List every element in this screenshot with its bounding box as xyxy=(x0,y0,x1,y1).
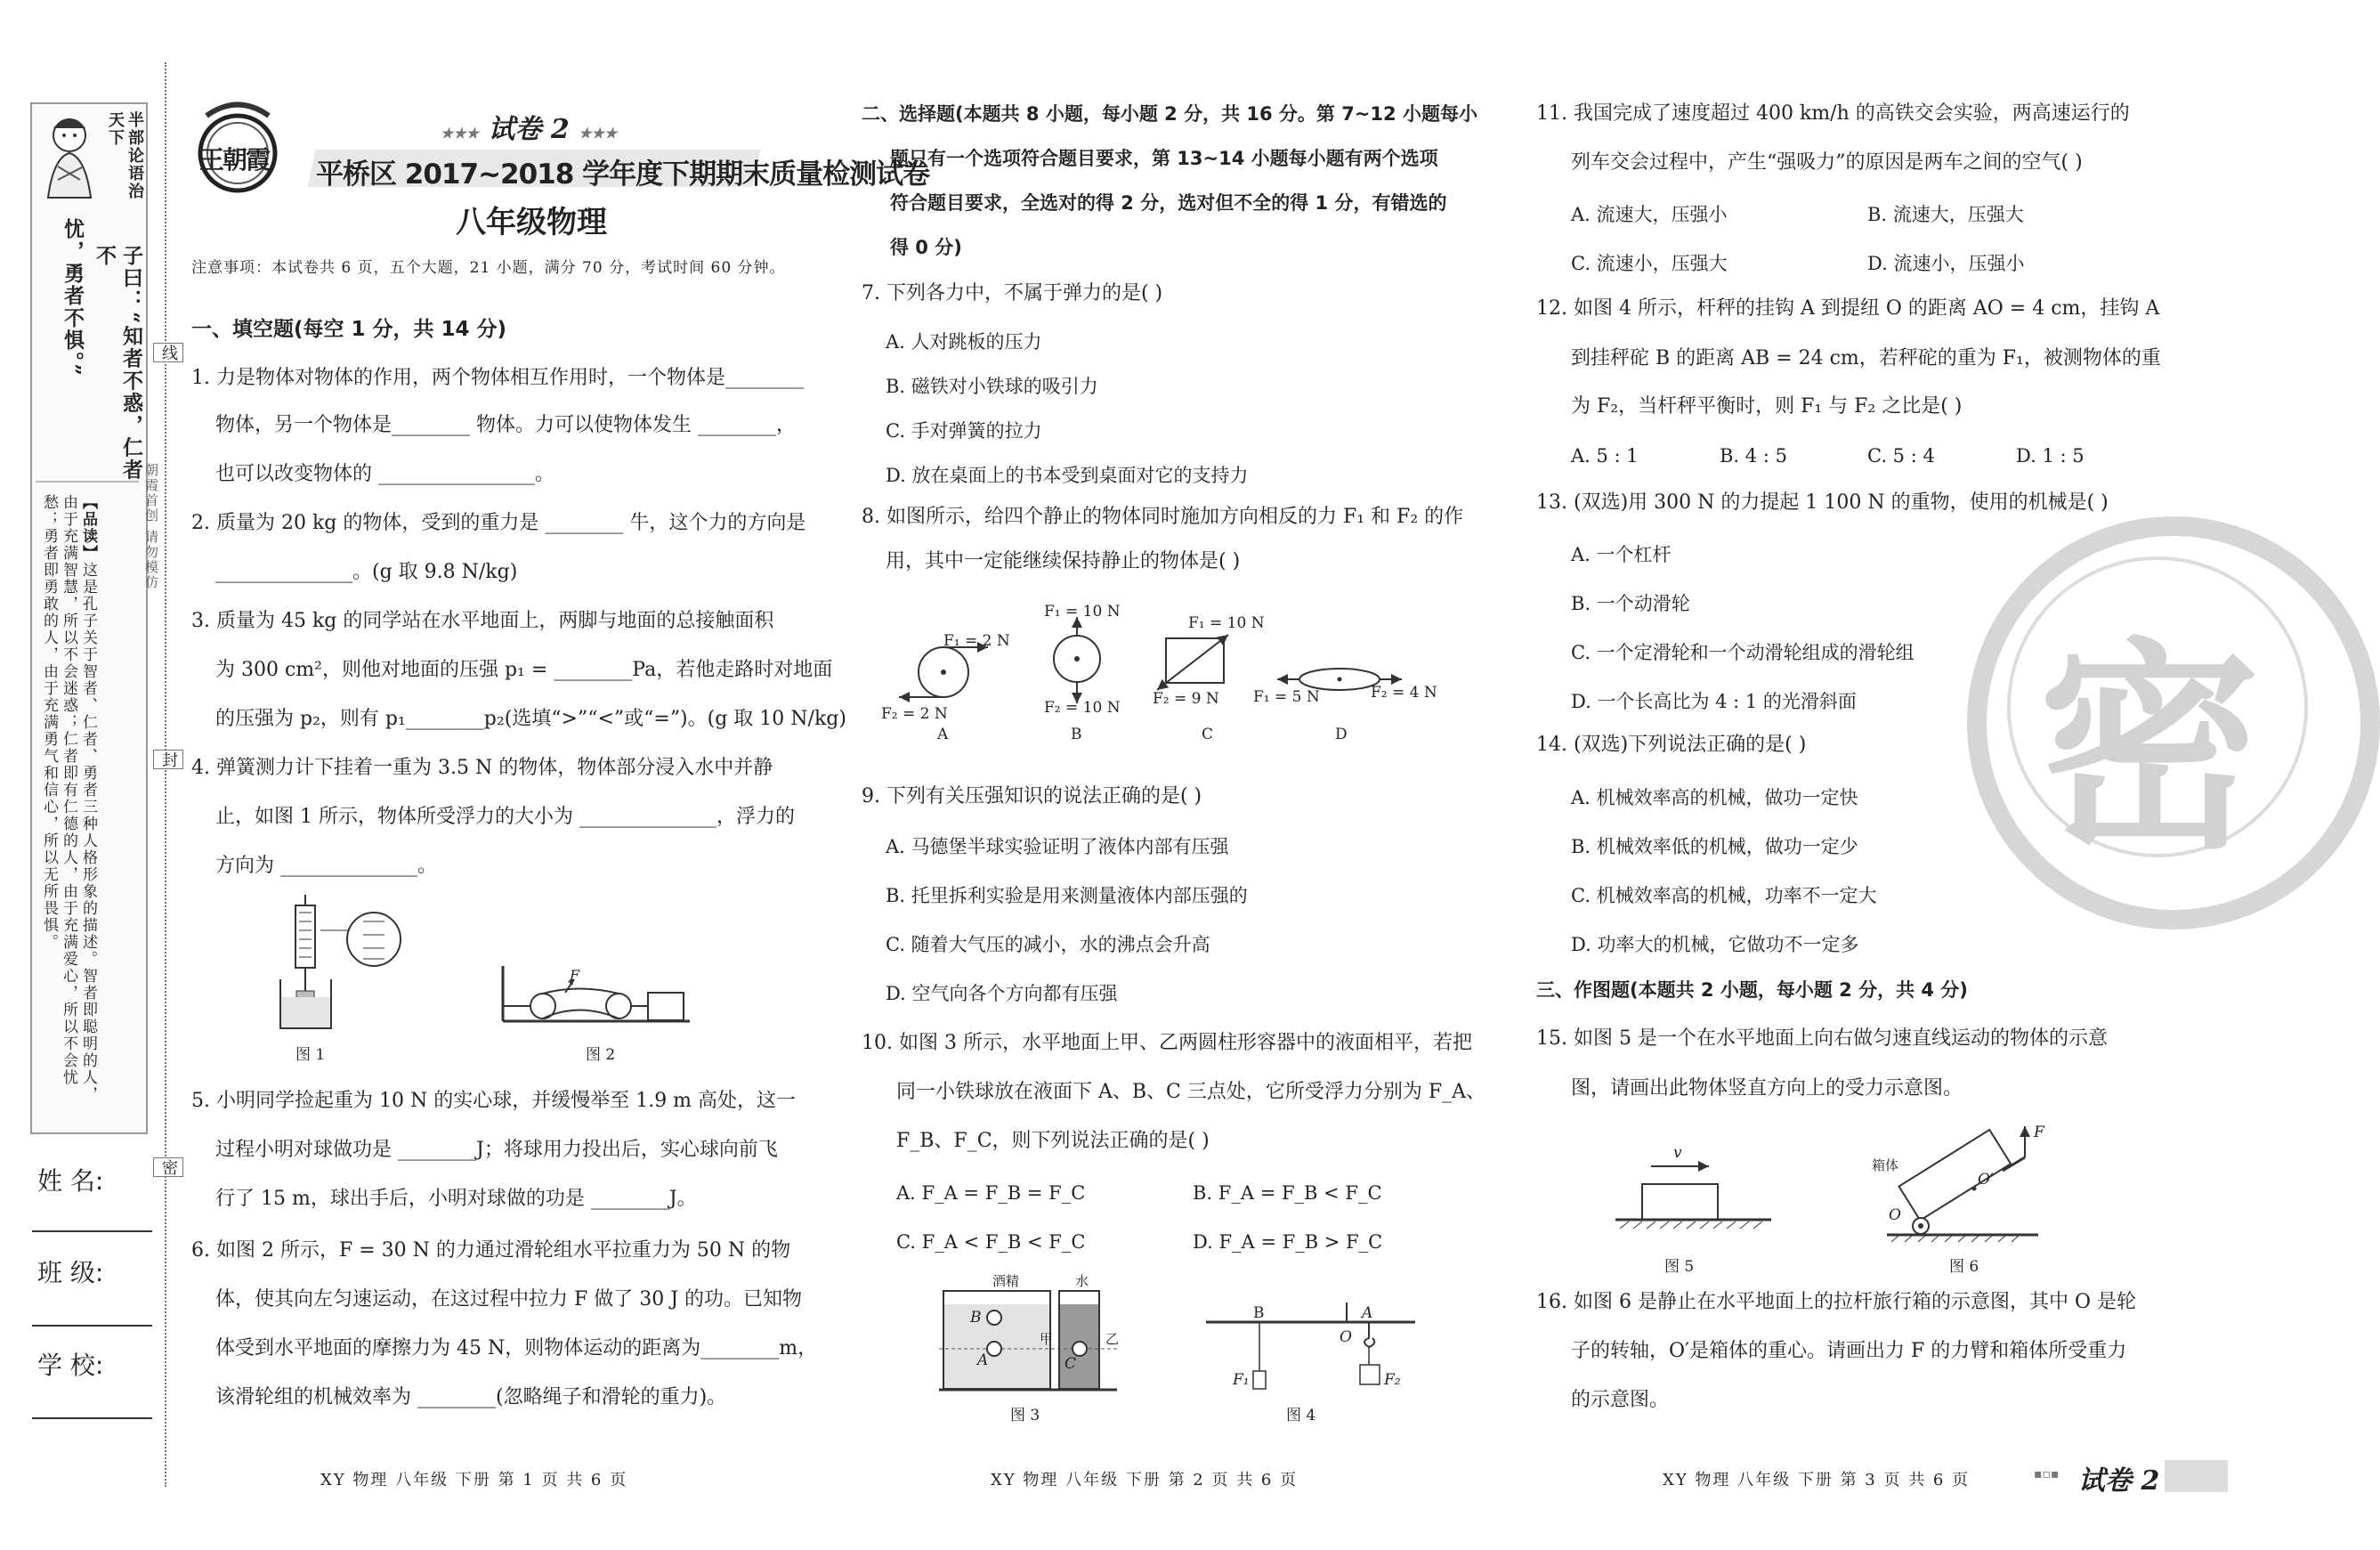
figure-6-caption: 图 6 xyxy=(1949,1258,1979,1276)
quote-line2: 忧，勇者不惧。” xyxy=(61,218,85,377)
scholar-icon xyxy=(36,109,102,205)
corner-bar xyxy=(2165,1460,2228,1492)
page1-footer: XY 物理 八年级 下册 第 1 页 共 6 页 xyxy=(320,1471,628,1489)
q8-a-f2: F₂ = 2 N xyxy=(881,705,948,723)
exam-title: 平桥区 2017~2018 学年度下期期末质量检测试卷 xyxy=(316,158,930,191)
section2-line3: 符合题目要求，全选对的得 2 分，选对但不全的得 1 分，有错选的 xyxy=(890,192,1447,214)
q1-line1: 1. 力是物体对物体的作用，两个物体相互作用时，一个物体是________ xyxy=(191,367,804,389)
q8-d-f2: F₂ = 4 N xyxy=(1371,684,1437,702)
q12-line2: 到挂秤砣 B 的距离 AB = 24 cm，若秤砣的重为 F₁，被测物体的重 xyxy=(1571,347,2161,369)
luggage-diagram xyxy=(1869,1117,2047,1246)
q10-option-d: D. F_A = F_B > F_C xyxy=(1193,1231,1383,1253)
q4-line2: 止，如图 1 所示，物体所受浮力的大小为 ______________，浮力的 xyxy=(215,806,795,828)
name-label: 姓 名: xyxy=(37,1166,104,1196)
q5-line2: 过程小明对球做功是 ________J；将球用力投出后，实心球向前飞 xyxy=(215,1139,778,1161)
q11-option-d: D. 流速小，压强小 xyxy=(1867,253,2025,274)
class-label: 班 级: xyxy=(37,1258,104,1287)
q8-c-label: C xyxy=(1202,726,1214,743)
q8-figures xyxy=(877,601,1437,752)
class-field[interactable] xyxy=(32,1325,152,1327)
q6-line1: 6. 如图 2 所示，F = 30 N 的力通过滑轮组水平拉重力为 50 N 的物 xyxy=(191,1239,791,1262)
q5-line1: 5. 小明同学捡起重为 10 N 的实心球，并缓慢举至 1.9 m 高处，这一 xyxy=(191,1090,797,1112)
binding-mark-xian: 线 xyxy=(153,343,183,362)
q11-line2: 列车交会过程中，产生“强吸力”的原因是两车之间的空气( ) xyxy=(1571,151,2083,174)
q5-line3: 行了 15 m，球出手后，小明对球做的功是 ________J。 xyxy=(215,1188,697,1210)
q12-option-a: A. 5 : 1 xyxy=(1571,445,1639,467)
q13-stem: 13. (双选)用 300 N 的力提起 1 100 N 的重物，使用的机械是( ) xyxy=(1536,491,2109,514)
q8-b-f2: F₂ = 10 N xyxy=(1044,699,1121,717)
figure-4-caption: 图 4 xyxy=(1286,1407,1316,1424)
q8-c-f2: F₂ = 9 N xyxy=(1153,690,1219,708)
q12-option-b: B. 4 : 5 xyxy=(1720,445,1787,467)
binding-note: 朝霞首创 请勿模仿 xyxy=(143,463,159,590)
figure-6-label-F: F xyxy=(2034,1124,2044,1141)
q10-option-c: C. F_A < F_B < F_C xyxy=(896,1231,1086,1253)
q4-line3: 方向为 ______________。 xyxy=(215,855,437,877)
school-label: 学 校: xyxy=(37,1351,104,1380)
q1-line3: 也可以改变物体的 ________________。 xyxy=(215,463,555,485)
q13-option-c: C. 一个定滑轮和一个动滑轮组成的滑轮组 xyxy=(1571,642,1915,663)
q3-line2: 为 300 cm²，则他对地面的压强 p₁ = ________Pa，若他走路时对地面 xyxy=(215,659,833,681)
q8-line1: 8. 如图所示，给四个静止的物体同时施加方向相反的力 F₁ 和 F₂ 的作 xyxy=(862,506,1464,528)
series-label: 半部论语治天下 xyxy=(106,111,144,200)
q14-option-c: C. 机械效率高的机械，功率不一定大 xyxy=(1571,885,1877,906)
section2-line4: 得 0 分) xyxy=(890,237,962,258)
q7-option-a: A. 人对跳板的压力 xyxy=(886,331,1042,353)
q13-option-d: D. 一个长高比为 4 : 1 的光滑斜面 xyxy=(1571,691,1857,712)
q8-d-label: D xyxy=(1335,726,1348,743)
page2-footer: XY 物理 八年级 下册 第 2 页 共 6 页 xyxy=(991,1471,1299,1489)
q10-line3: F_B、F_C，则下列说法正确的是( ) xyxy=(896,1130,1210,1152)
q14-option-a: A. 机械效率高的机械，做功一定快 xyxy=(1571,787,1858,808)
school-field[interactable] xyxy=(32,1417,152,1419)
q9-option-c: C. 随着大气压的减小，水的沸点会升高 xyxy=(886,934,1210,955)
q15-line1: 15. 如图 5 是一个在水平地面上向右做匀速直线运动的物体的示意 xyxy=(1536,1027,2108,1050)
paper-label: ★★★ 试卷 2 ★★★ xyxy=(441,114,618,145)
q11-option-c: C. 流速小，压强大 xyxy=(1571,253,1728,274)
q12-line1: 12. 如图 4 所示，杆秤的挂钩 A 到提纽 O 的距离 AO = 4 cm，挂钩 A xyxy=(1536,297,2160,320)
q11-option-a: A. 流速大，压强小 xyxy=(1571,204,1728,225)
figure-6-box-label: 箱体 xyxy=(1872,1157,1899,1173)
q7-option-c: C. 手对弹簧的拉力 xyxy=(886,420,1042,442)
figure-1 xyxy=(276,895,409,1037)
figure-3-right-label: 水 xyxy=(1075,1273,1089,1289)
figure-1-caption: 图 1 xyxy=(295,1046,326,1064)
figure-3-label-yi: 乙 xyxy=(1105,1331,1120,1347)
q6-line3: 体受到水平地面的摩擦力为 45 N，则物体运动的距离为________m， xyxy=(215,1337,818,1359)
figure-6-label-O-prime: O′ xyxy=(1978,1171,1994,1189)
q14-option-b: B. 机械效率低的机械，做功一定少 xyxy=(1571,836,1858,857)
q8-b-f1: F₁ = 10 N xyxy=(1044,603,1121,621)
q3-line3: 的压强为 p₂，则有 p₁________p₂(选填“>”“<”或“=”)。(g 取 10 N/kg) xyxy=(215,708,846,730)
figure-2-force-label: F xyxy=(570,967,580,984)
corner-squares: ▪▫▪ xyxy=(2034,1467,2060,1481)
q10-option-b: B. F_A = F_B < F_C xyxy=(1193,1182,1382,1204)
q6-line4: 该滑轮组的机械效率为 ________(忽略绳子和滑轮的重力)。 xyxy=(215,1386,727,1408)
q10-line2: 同一小铁球放在液面下 A、B、C 三点处，它所受浮力分别为 F_A、 xyxy=(896,1081,1486,1103)
q2-line2: ______________。(g 取 9.8 N/kg) xyxy=(215,561,518,583)
subject-title: 八年级物理 xyxy=(456,205,607,240)
figure-3-left-label: 酒精 xyxy=(992,1273,1020,1289)
q16-line2: 子的转轴，O′是箱体的重心。请画出力 F 的力臂和箱体所受重力 xyxy=(1571,1340,2127,1362)
figure-4-label-F2: F₂ xyxy=(1384,1371,1401,1389)
q16-line1: 16. 如图 6 是静止在水平地面上的拉杆旅行箱的示意图，其中 O 是轮 xyxy=(1536,1291,2136,1313)
binding-mark-mi: 密 xyxy=(153,1157,183,1177)
figure-6-label-O: O xyxy=(1889,1206,1901,1224)
spring-scale-diagram xyxy=(276,895,409,1037)
corner-paper-label: 试卷 2 xyxy=(2078,1465,2160,1497)
q3-line1: 3. 质量为 45 kg 的同学站在水平地面上，两脚与地面的总接触面积 xyxy=(191,610,774,632)
q1-line2: 物体，另一个物体是________ 物体。力可以使物体发生 ________， xyxy=(215,414,796,436)
figure-6 xyxy=(1869,1117,2047,1246)
q16-line3: 的示意图。 xyxy=(1571,1389,1670,1411)
reading-title: 【品读】 xyxy=(79,494,97,562)
q8-c-f1: F₁ = 10 N xyxy=(1188,614,1265,632)
reading-text: 这是孔子关于智者、仁者、勇者三种人格形象的描述。智者即聪明的人，由于充满智慧，所以不会迷惑；仁者即有仁德的人，由于充满爱心，所以不会忧愁；勇者即勇敢的人，由于充满勇气和信心，所以无所畏惧。 xyxy=(40,494,97,1103)
quote-divider xyxy=(36,481,139,483)
q7-stem: 7. 下列各力中，不属于弹力的是( ) xyxy=(862,282,1163,304)
q10-option-a: A. F_A = F_B = F_C xyxy=(896,1182,1086,1204)
q10-line1: 10. 如图 3 所示，水平地面上甲、乙两圆柱形容器中的液面相平，若把 xyxy=(862,1032,1472,1054)
q9-stem: 9. 下列有关压强知识的说法正确的是( ) xyxy=(862,785,1202,807)
figure-4-label-O: O xyxy=(1340,1328,1352,1346)
figure-5 xyxy=(1615,1140,1776,1238)
figure-3-caption: 图 3 xyxy=(1010,1407,1040,1424)
figure-5-velocity-label: v xyxy=(1673,1144,1682,1162)
name-field[interactable] xyxy=(32,1230,152,1232)
q14-option-d: D. 功率大的机械，它做功不一定多 xyxy=(1571,934,1859,955)
q7-option-d: D. 放在桌面上的书本受到桌面对它的支持力 xyxy=(886,465,1249,486)
exam-notice: 注意事项：本试卷共 6 页，五个大题，21 小题，满分 70 分，考试时间 60 分钟。 xyxy=(191,259,786,277)
figure-3-label-C: C xyxy=(1065,1355,1077,1373)
force-balance-diagrams xyxy=(877,601,1437,752)
figure-4-label-B: B xyxy=(1253,1304,1265,1322)
section3-heading: 三、作图题(本题共 2 小题，每小题 2 分，共 4 分) xyxy=(1536,979,1968,1001)
q4-line1: 4. 弹簧测力计下挂着一重为 3.5 N 的物体，物体部分浸入水中并静 xyxy=(191,757,773,779)
q6-line2: 体，使其向左匀速运动，在这过程中拉力 F 做了 30 J 的功。已知物 xyxy=(215,1288,803,1311)
q13-option-b: B. 一个动滑轮 xyxy=(1571,593,1690,614)
section2-line2: 题只有一个选项符合题目要求，第 13~14 小题每小题有两个选项 xyxy=(890,148,1438,169)
paper-label-text: 试卷 2 xyxy=(488,114,570,145)
q9-option-b: B. 托里拆利实验是用来测量液体内部压强的 xyxy=(886,885,1248,906)
q8-a-label: A xyxy=(937,726,949,743)
q13-option-a: A. 一个杠杆 xyxy=(1571,544,1672,565)
confidential-stamp-char: 密 xyxy=(2038,620,2261,879)
q12-line3: 为 F₂，当杆秤平衡时，则 F₁ 与 F₂ 之比是( ) xyxy=(1571,395,1963,418)
scholar-illustration xyxy=(36,109,102,205)
q11-option-b: B. 流速大，压强大 xyxy=(1867,204,2024,225)
q9-option-a: A. 马德堡半球实验证明了液体内部有压强 xyxy=(886,836,1229,857)
figure-3-label-A: A xyxy=(977,1351,989,1369)
moving-block-diagram xyxy=(1615,1140,1776,1238)
section1-heading: 一、填空题(每空 1 分，共 14 分) xyxy=(191,318,507,341)
q2-line1: 2. 质量为 20 kg 的物体，受到的重力是 ________ 牛，这个力的方向是 xyxy=(191,512,806,534)
pulley-system-diagram xyxy=(498,966,694,1028)
q8-b-label: B xyxy=(1071,726,1082,743)
q12-option-c: C. 5 : 4 xyxy=(1867,445,1935,467)
q15-line2: 图，请画出此物体竖直方向上的受力示意图。 xyxy=(1571,1077,1963,1100)
figure-2 xyxy=(498,966,694,1028)
logo-text: 王朝霞 xyxy=(199,145,270,174)
q9-option-d: D. 空气向各个方向都有压强 xyxy=(886,983,1118,1004)
q12-option-d: D. 1 : 5 xyxy=(2016,445,2085,467)
page3-footer: XY 物理 八年级 下册 第 3 页 共 6 页 xyxy=(1663,1471,1971,1489)
q8-a-f1: F₁ = 2 N xyxy=(943,632,1010,650)
figure-3-label-jia: 甲 xyxy=(1040,1331,1054,1347)
figure-4-label-F1: F₁ xyxy=(1233,1371,1250,1389)
binding-line xyxy=(165,62,166,1487)
binding-mark-feng: 封 xyxy=(153,750,183,769)
figure-4-label-A: A xyxy=(1362,1304,1373,1322)
q7-option-b: B. 磁铁对小铁球的吸引力 xyxy=(886,376,1098,397)
figure-2-caption: 图 2 xyxy=(586,1046,616,1064)
q11-line1: 11. 我国完成了速度超过 400 km/h 的高铁交会实验，两高速运行的 xyxy=(1536,102,2130,125)
figure-5-caption: 图 5 xyxy=(1664,1258,1695,1276)
q8-d-f1: F₁ = 5 N xyxy=(1253,688,1320,706)
reading-block xyxy=(39,494,139,1117)
q14-stem: 14. (双选)下列说法正确的是( ) xyxy=(1536,734,1807,756)
quote-line1: 子曰：“知者不惑，仁者不 xyxy=(93,245,143,482)
figure-3-label-B: B xyxy=(970,1309,982,1327)
section2-line1: 二、选择题(本题共 8 小题，每小题 2 分，共 16 分。第 7~12 小题每小 xyxy=(862,103,1477,125)
q8-line2: 用，其中一定能继续保持静止的物体是( ) xyxy=(886,550,1241,572)
